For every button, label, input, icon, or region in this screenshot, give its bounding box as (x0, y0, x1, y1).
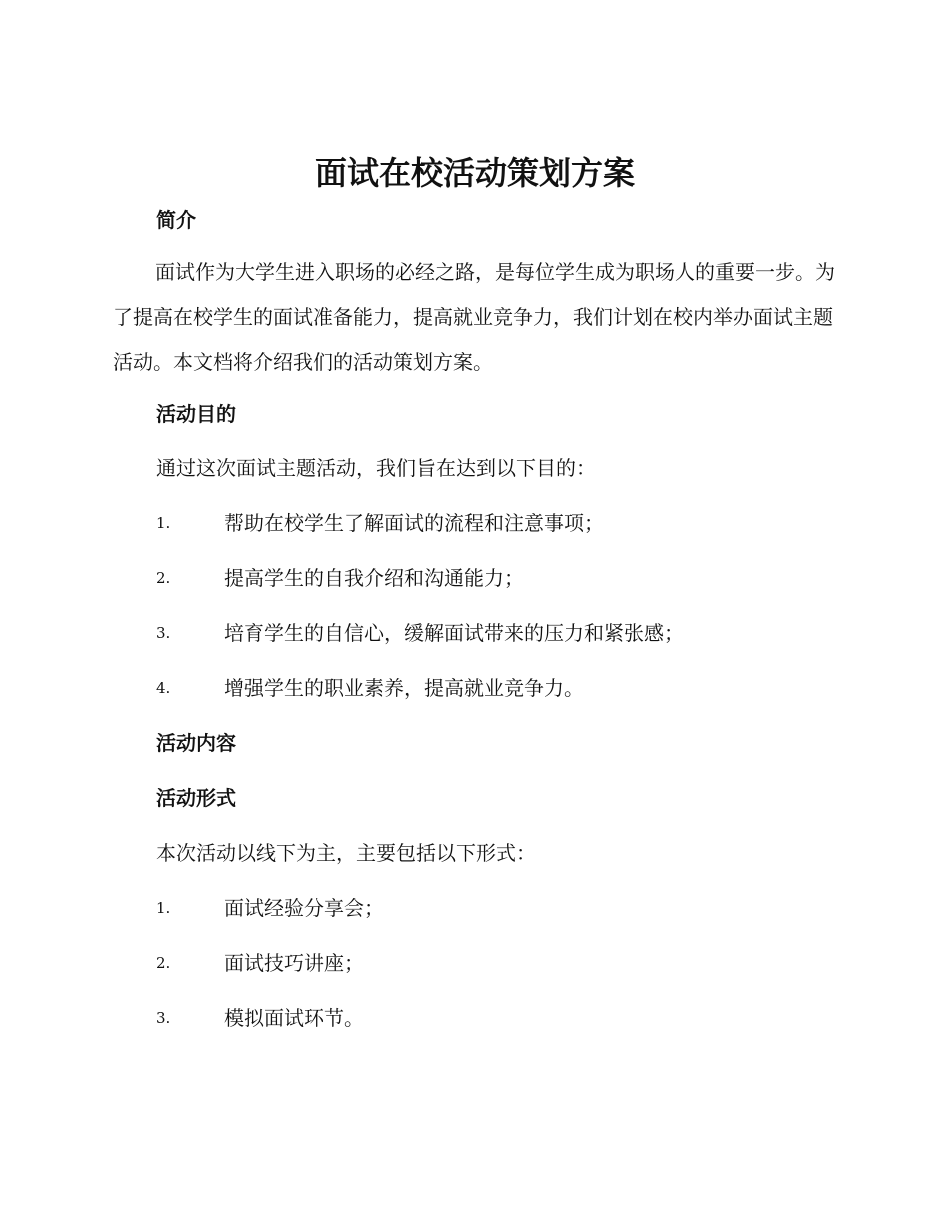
list-item-text: 面试经验分享会； (224, 896, 384, 920)
section-heading-intro: 简介 (156, 208, 196, 232)
list-item-text: 提高学生的自我介绍和沟通能力； (224, 566, 524, 590)
document-title: 面试在校活动策划方案 (314, 154, 635, 192)
purpose-lead: 通过这次面试主题活动，我们旨在达到以下目的： (156, 456, 596, 480)
form-lead: 本次活动以线下为主，主要包括以下形式： (156, 841, 536, 865)
list-item (156, 949, 856, 977)
list-item-text: 模拟面试环节。 (224, 1006, 364, 1030)
list-item-number: 1. (156, 899, 171, 917)
list-item-number: 3. (156, 1009, 171, 1027)
list-item-text: 增强学生的职业素养，提高就业竞争力。 (224, 676, 584, 700)
subsection-heading-form: 活动形式 (156, 786, 236, 810)
list-item (156, 674, 856, 702)
list-item-number: 1. (156, 514, 171, 532)
list-item (156, 619, 856, 647)
list-item (156, 894, 856, 922)
list-item-text: 面试技巧讲座； (224, 951, 364, 975)
section-heading-content: 活动内容 (156, 731, 236, 755)
list-item-number: 4. (156, 679, 171, 697)
list-item (156, 1004, 856, 1032)
intro-paragraph: 面试作为大学生进入职场的必经之路，是每位学生成为职场人的重要一步。为了提高在校学生的面试准备能力，提高就业竞争力，我们计划在校内举办面试主题活动。本文档将介绍我们的活动策划方案。 (113, 260, 835, 374)
section-heading-purpose: 活动目的 (156, 402, 236, 426)
list-item-text: 帮助在校学生了解面试的流程和注意事项； (224, 511, 604, 535)
list-item-number: 2. (156, 954, 171, 972)
list-item-number: 2. (156, 569, 171, 587)
list-item-number: 3. (156, 624, 171, 642)
list-item-text: 培育学生的自信心，缓解面试带来的压力和紧张感； (224, 621, 684, 645)
list-item (156, 509, 856, 537)
list-item (156, 564, 856, 592)
